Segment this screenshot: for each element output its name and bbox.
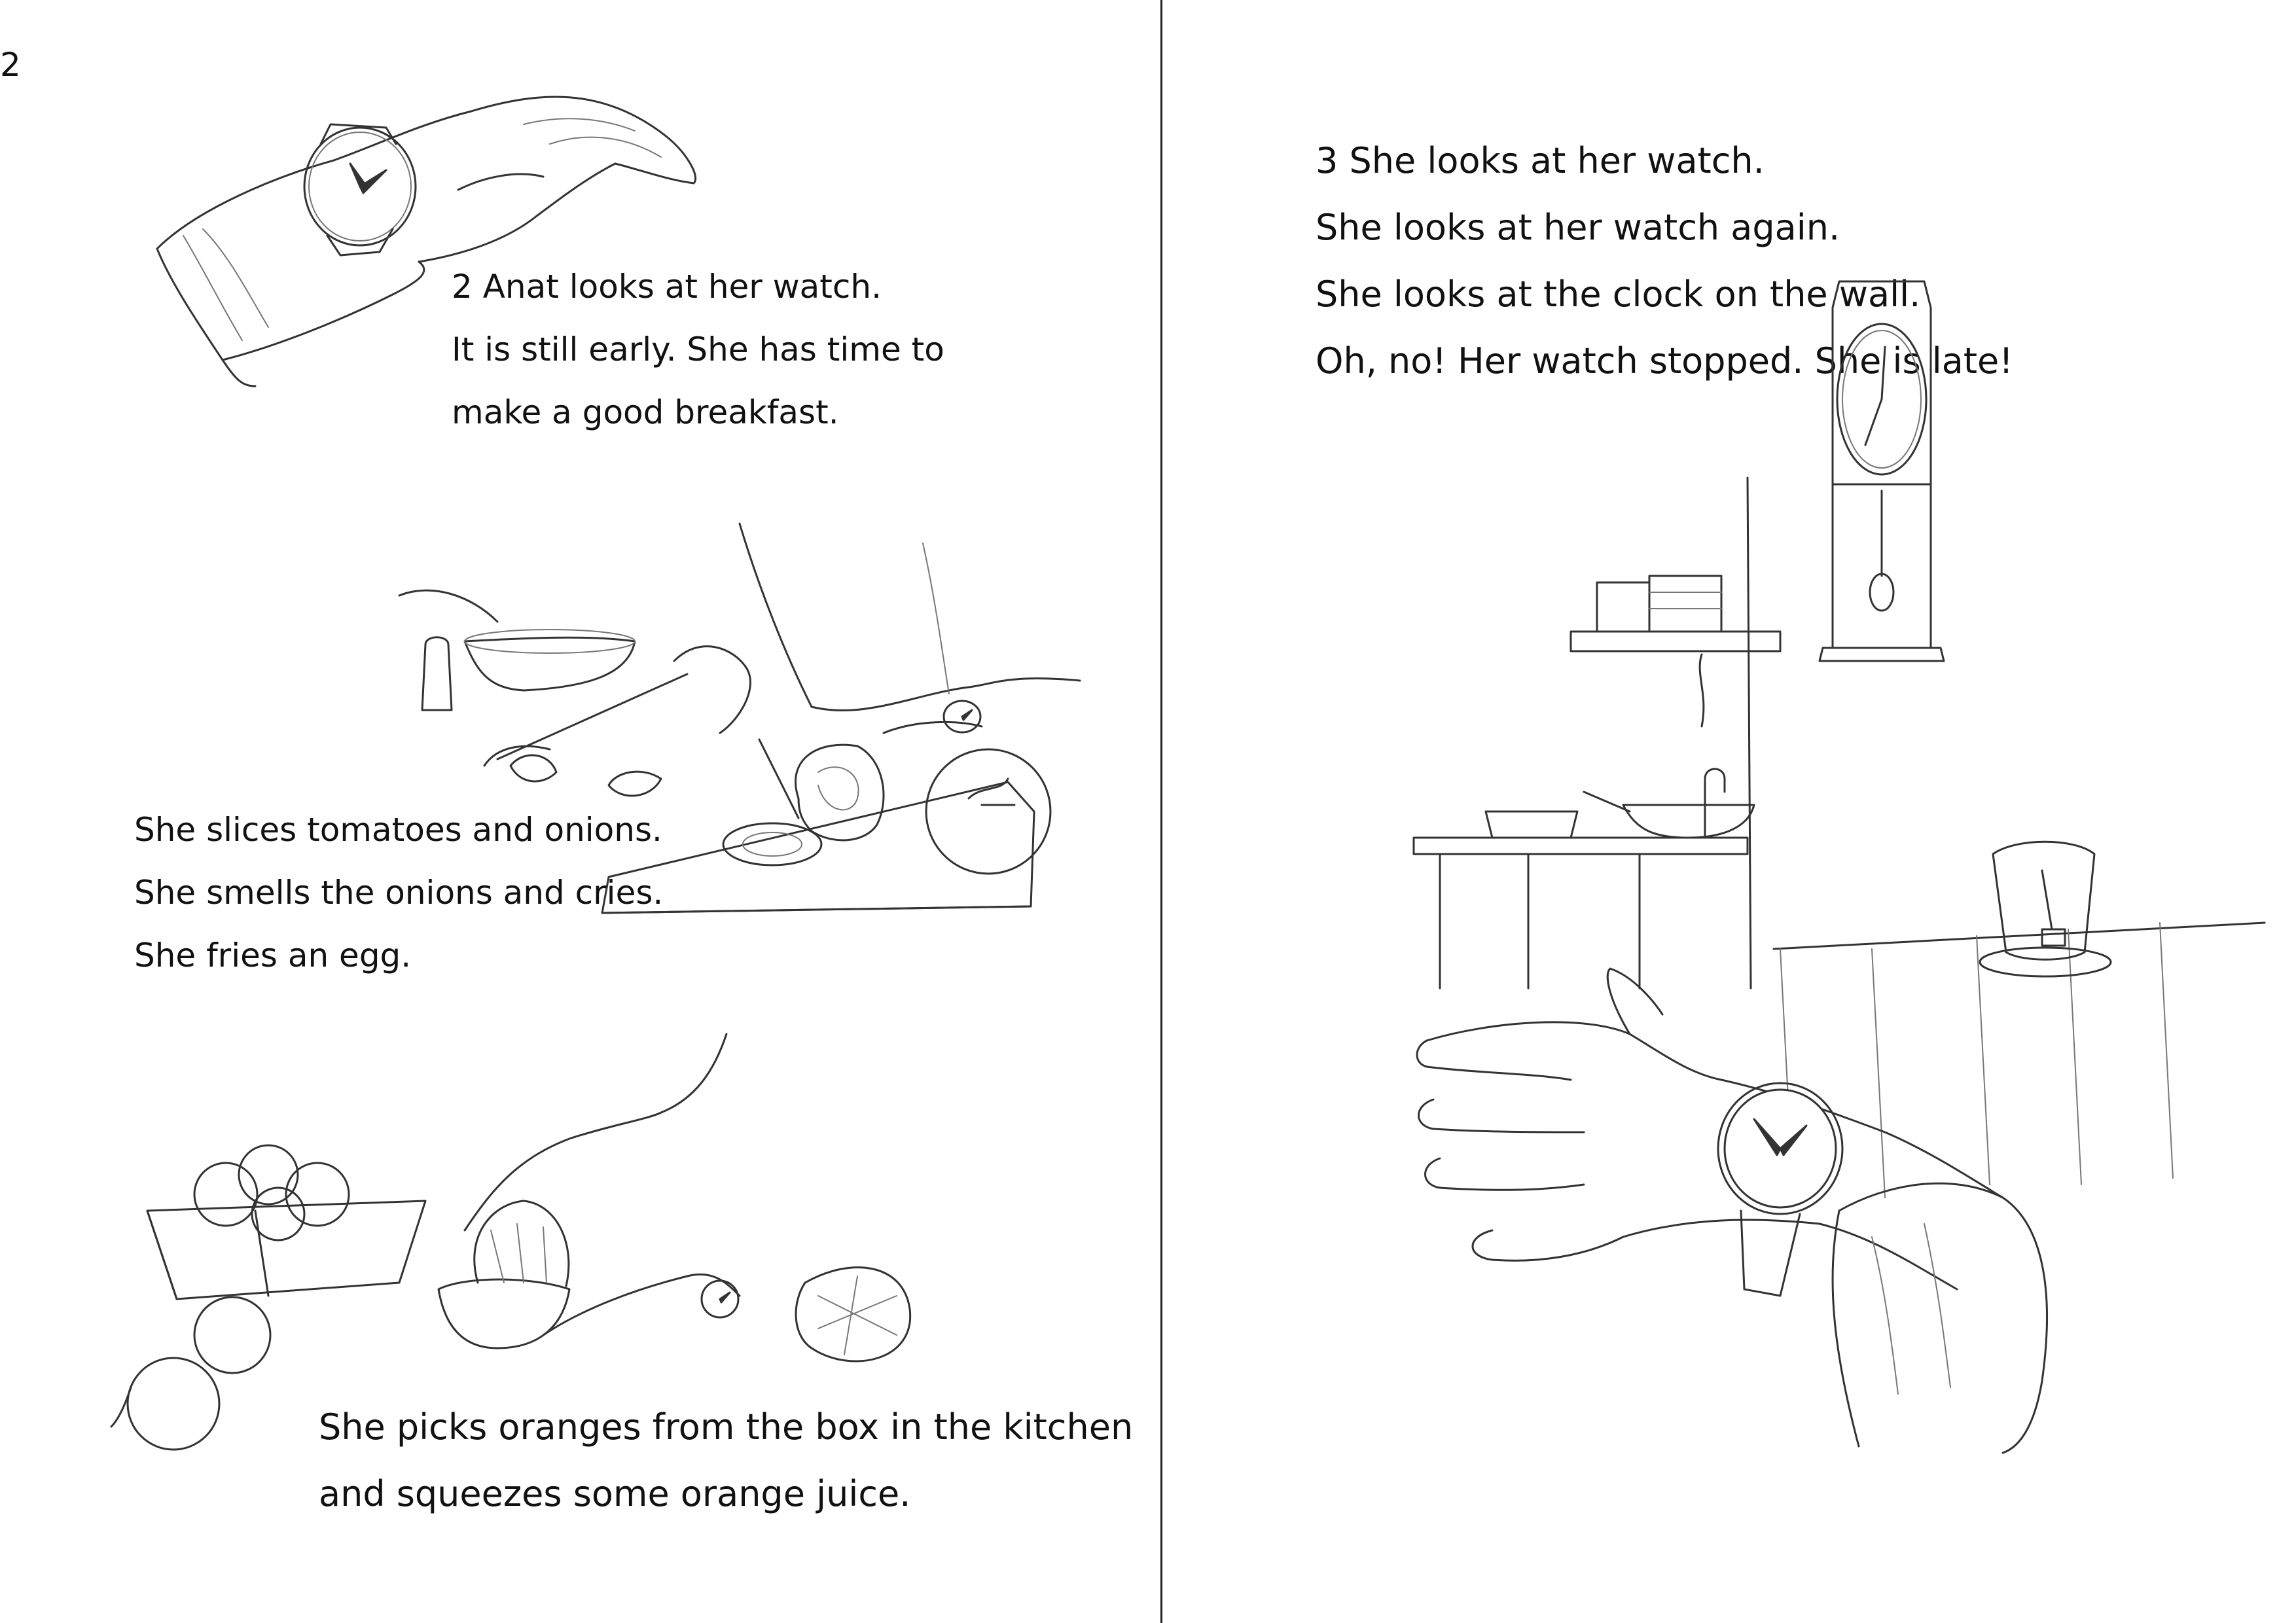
watch-text-line: It is still early. She has time to [452, 330, 944, 368]
story-text-line: She looks at her watch again. [1316, 207, 1840, 248]
orange-juicer-sketch [98, 1034, 1001, 1453]
story-text-line: Oh, no! Her watch stopped. She is late! [1316, 340, 2013, 382]
cooking-text [134, 798, 663, 987]
story-text-line: 3 She looks at her watch. [1316, 140, 1765, 181]
watch-text-line: make a good breakfast. [452, 393, 839, 431]
kitchen-wall-clock-sketch [1414, 268, 2265, 1459]
cooking-text-line: She slices tomatoes and onions. [134, 811, 662, 849]
page-number: 2 [0, 46, 21, 84]
right-page [1165, 0, 2296, 1623]
watch-text-line: 2 Anat looks at her watch. [452, 268, 882, 306]
story-text-line: She looks at the clock on the wall. [1316, 274, 1921, 315]
cooking-text-line: She smells the onions and cries. [134, 874, 664, 912]
cooking-text-line: She fries an egg. [134, 936, 412, 974]
juice-text-line: She picks oranges from the box in the kitchen [319, 1406, 1134, 1448]
juice-text [319, 1394, 1133, 1527]
juice-text-line: and squeezes some orange juice. [319, 1473, 911, 1514]
watch-text [452, 255, 944, 444]
page-divider [1160, 0, 1162, 1623]
